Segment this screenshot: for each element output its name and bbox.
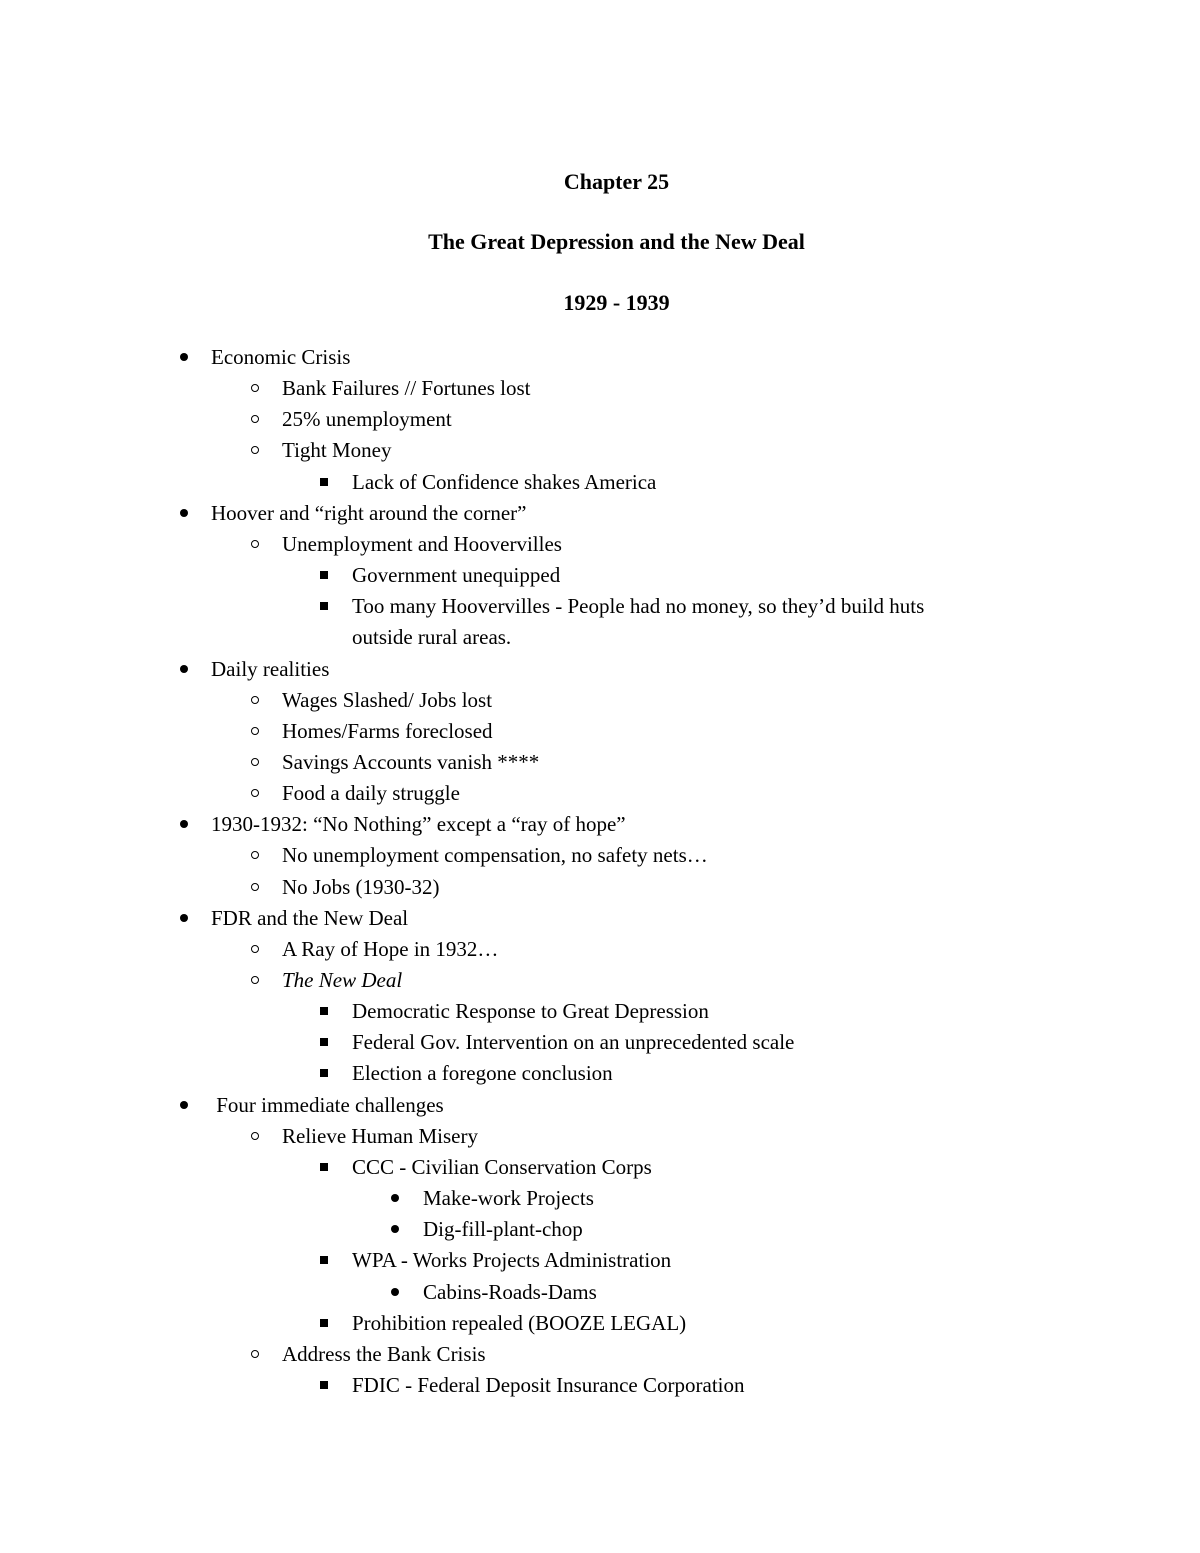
outline-item-text: No unemployment compensation, no safety nets… — [282, 843, 708, 868]
outline-item-text: FDR and the New Deal — [211, 905, 409, 930]
circle-bullet-icon — [251, 384, 259, 392]
circle-bullet-icon — [251, 540, 259, 548]
circle-bullet-icon — [251, 415, 259, 423]
outline-item-text: Daily realities — [211, 656, 330, 681]
circle-bullet-icon — [251, 1350, 259, 1358]
circle-bullet-icon — [251, 851, 259, 859]
disc-bullet-icon — [180, 914, 188, 922]
circle-bullet-icon — [251, 1132, 259, 1140]
outline-item-text: Election a foregone conclusion — [352, 1061, 613, 1086]
circle-bullet-icon — [251, 976, 259, 984]
square-bullet-icon — [320, 1069, 328, 1077]
circle-bullet-icon — [251, 883, 259, 891]
disc-bullet-icon — [180, 665, 188, 673]
outline-item-text: The New Deal — [282, 968, 403, 992]
outline-item-text: Government unequipped — [352, 563, 561, 588]
circle-bullet-icon — [251, 446, 259, 454]
outline-item-text: Democratic Response to Great Depression — [352, 999, 709, 1024]
outline-item-text: No Jobs (1930-32) — [282, 874, 440, 899]
outline-item-text: Four immediate challenges — [211, 1092, 444, 1117]
circle-bullet-icon — [251, 789, 259, 797]
circle-bullet-icon — [251, 696, 259, 704]
square-bullet-icon — [320, 1038, 328, 1046]
outline-item-text: Dig-fill-plant-chop — [423, 1217, 583, 1242]
disc-bullet-icon — [180, 820, 188, 828]
outline-item-text: Bank Failures // Fortunes lost — [282, 376, 531, 401]
outline-item-text: Make-work Projects — [423, 1186, 594, 1211]
outline-item-text: Federal Gov. Intervention on an unprecedented scale — [352, 1030, 795, 1055]
disc-bullet-icon — [180, 509, 188, 517]
square-bullet-icon — [320, 1256, 328, 1264]
outline-item-text: Food a daily struggle — [282, 781, 460, 806]
outline-item-text: FDIC - Federal Deposit Insurance Corporation — [352, 1372, 745, 1397]
outline-item-text: Lack of Confidence shakes America — [352, 469, 657, 494]
date-range: 1929 - 1939 — [563, 290, 670, 315]
circle-bullet-icon — [251, 727, 259, 735]
outline-item-text: Unemployment and Hoovervilles — [282, 531, 562, 556]
outline-item-text: Savings Accounts vanish **** — [282, 749, 540, 774]
outline-item-text: Wages Slashed/ Jobs lost — [282, 687, 493, 712]
outline-item-text: CCC - Civilian Conservation Corps — [352, 1154, 652, 1179]
outline-item-text: Address the Bank Crisis — [282, 1341, 486, 1366]
disc-bullet-icon — [391, 1288, 399, 1296]
document-title: The Great Depression and the New Deal — [428, 229, 805, 254]
disc-bullet-icon — [180, 353, 188, 361]
outline-item-text: outside rural areas. — [352, 625, 512, 650]
square-bullet-icon — [320, 1163, 328, 1171]
disc-bullet-icon — [391, 1194, 399, 1202]
disc-bullet-icon — [391, 1225, 399, 1233]
outline-item-text: Hoover and “right around the corner” — [211, 500, 527, 525]
square-bullet-icon — [320, 1007, 328, 1015]
chapter-heading: Chapter 25 — [563, 169, 670, 194]
outline-item-text: Homes/Farms foreclosed — [282, 718, 493, 743]
square-bullet-icon — [320, 1319, 328, 1327]
square-bullet-icon — [320, 602, 328, 610]
outline-item-text: 1930-1932: “No Nothing” except a “ray of hope” — [211, 812, 626, 837]
outline-item-text: 25% unemployment — [282, 407, 452, 432]
square-bullet-icon — [320, 1381, 328, 1389]
disc-bullet-icon — [180, 1101, 188, 1109]
outline-item-text: A Ray of Hope in 1932… — [282, 936, 499, 961]
square-bullet-icon — [320, 571, 328, 579]
outline-item-text: Relieve Human Misery — [282, 1123, 478, 1148]
outline-item-text: Cabins-Roads-Dams — [423, 1279, 597, 1304]
outline-item-text: WPA - Works Projects Administration — [352, 1248, 672, 1273]
circle-bullet-icon — [251, 945, 259, 953]
outline-item-text: Economic Crisis — [211, 345, 351, 369]
outline-item-text: Tight Money — [282, 438, 392, 463]
circle-bullet-icon — [251, 758, 259, 766]
outline-item-text: Prohibition repealed (BOOZE LEGAL) — [352, 1310, 687, 1335]
outline-item-text: Too many Hoovervilles - People had no money, so they’d build huts — [352, 594, 925, 619]
square-bullet-icon — [320, 478, 328, 486]
